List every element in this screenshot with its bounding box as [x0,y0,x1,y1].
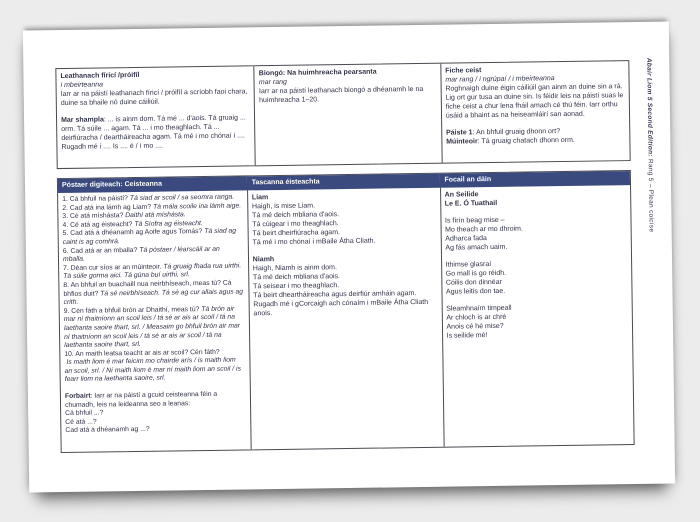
listening-line: Tá mé deich mbliana d'aois. [252,211,340,220]
cell-leathanach-firici [56,66,255,168]
speaker-name: Páiste 1 [446,129,473,137]
grouping-note: mar rang [258,78,287,87]
cell-title: Leathanach fíricí /próifíl [60,71,140,81]
answer-text: Tá siad ag caint is ag comhrá. [62,227,237,246]
document-page [23,22,675,493]
poem-line: Is seilide mé! [446,332,488,340]
question-text: 9. Cén fáth a bhfuil brón ar Dhaithí, meas tú? [63,305,200,315]
series-title: Abair Liom 5 Second Edition: [645,57,654,157]
column-header-postaer: Póstaer digiteach: Ceisteanna [58,176,247,193]
grouping-note: mar rang / i ngrúpaí / i mbeirteanna [445,75,555,84]
question-text: 1. Cá bhfuil na páistí? [62,195,128,203]
warmup-activities-table [55,60,630,169]
page-edge-label [645,58,655,258]
main-content-table [57,170,635,453]
listening-line: Tá mé i mo chónaí i mBaile Átha Cliath. [252,237,376,247]
answer-text: Tá brón air mar ní thaitníonn an scoil leis / tá sé ar ais ar scoil / tá na laethanta saoire thart, srl. / Measaim go bhfuil brón air mar ní thaitníonn an scoil leis / tá sé ar ais ar scoil / tá na laethanta saoire thart, srl. [63,305,241,350]
question-text: 6. Cad atá ar an mballa? [62,246,138,255]
poem-stanza [446,258,627,297]
answer-text: Tá gruaig fhada rua uirthi. Tá súile gorma aici. Tá gúna buí uirthi, srl. [63,262,242,281]
example-text: : ... is ainm dom. Tá mé ... d'aois. Tá gruaig ... orm. Tá súile ... agam. Tá ... i mo theaghlach. Tá ... deirfiúracha / deartháireacha agam. Tá mé i mo chónaí i .... Rugadh mé i .... Is .... é / í mo .... [61,114,246,152]
question-text: 8. An bhfuil an buachaill nua neirbhíseach, meas tú? Cá bhfios duit? [63,279,232,298]
question-item [63,279,243,307]
poem-stanza [445,214,626,253]
question-text: 2. Cad atá ina lámh ag Liam? [62,203,152,212]
question-text: 10. An maith leatsa teacht ar ais ar scoil? Cén fáth? [64,348,220,358]
poem-cell [440,185,634,447]
cell-biongo [254,64,442,166]
dialogue-text: : An bhfuil gruaig dhonn ort? [472,128,561,137]
forbairt-label: Forbairt [64,392,91,401]
poem-author: Le E. Ó Tuathail [444,199,498,208]
poem-line: Mo theach ar mo dhroim. [445,225,523,234]
listening-line: Tá cúigear i mo theaghlach. [252,220,339,229]
listening-line: Haigh, Niamh is ainm dom. [252,264,337,273]
listening-line: Rugadh mé i gCorcaigh ach cónaím i mBaile Átha Cliath anois. [253,298,429,318]
poem-line: Ag fás amach uaim. [445,243,508,252]
answer-text: Tá siad ar scoil / sa seomra ranga. [129,193,235,203]
poem-line: Ithimse glasraí [445,261,492,269]
answer-text: Tá póstaer / léarscáil ar an mballa. [62,245,220,264]
question-text: 7. Déan cur síos ar an múinteoir. [63,263,162,272]
speaker-name: Múinteoir [446,138,478,146]
question-item [64,348,244,385]
dialogue-line [446,135,624,146]
cell-title: Fiche ceist [445,67,482,75]
forbairt-text: : Iarr ar na páistí a gcuid ceisteanna féin a chumadh, leis na leideanna seo a leanas: [64,390,218,409]
listening-line: Tá beirt dheirfiúracha agam. [252,229,341,238]
answer-text: Tá sé neirbhíseach. Tá sé ag cur allais agus ag crith. [63,288,244,307]
cell-instructions: Iarr ar na páistí leathanach fíricí / próifíl a scríobh faoi chara, duine sa bhaile nó duine cáiliúil. [60,88,248,108]
side-label-subtitle: Rang 5 – Plean coicíse [646,156,655,233]
answer-text: Tá Síofra ag éisteacht. [134,219,203,228]
listening-line: Tá seisear i mo theaghlach. [253,282,340,291]
cell-fiche-ceist [440,61,630,163]
example-paragraph [61,113,250,152]
speaker-heading: Liam [251,194,269,202]
listening-cell [247,188,443,450]
poem-line: Sleamhnaím timpeall [446,304,512,313]
poem-stanza [446,302,627,341]
example-label: Mar shampla [61,116,104,125]
cell-instructions: Roghnaigh duine éigin cáiliúil gan ainm an duine sin a rá. Lig ort gur tusa an duine sin. Is féidir leis na páistí suas le fiche ceist a chur lena fháil amach cé thú féin. Iarr orthu úsáid a bhaint as na heiseamláirí san aonad. [445,83,624,120]
poem-line: Cóilis don dinnéar [445,278,502,287]
question-text: 4. Cé atá ag éisteacht? [62,220,133,229]
question-text: 3. Cé atá míshásta? [62,212,124,221]
poem-line: Anois cé hé mise? [446,322,504,331]
answer-text: Daithí atá míshásta. [125,211,186,220]
poem-line: Agus leitis don tae. [445,287,506,296]
column-header-focail: Focail an dáin [439,171,630,188]
prompt-line: Cé atá ...? [65,418,97,426]
question-text: 5. Cad atá á dhéanamh ag Aoife agus Tomás? [62,228,203,238]
poem-line: Is fírín beag mise – [444,216,505,225]
listening-line: Haigh, is mise Liam. [251,202,316,211]
poem-line: Adharca fada [445,235,487,243]
question-item [64,305,244,350]
poem-line: Go mall is go réidh. [445,269,507,278]
column-header-tascanna: Tascanna éisteachta [247,174,440,191]
poem-title: An Seilide [444,191,479,199]
listening-line: Tá beirt dheartháireacha agus deirfiúr amháin agam. [253,290,417,300]
prompt-line: Cad atá á dhéanamh ag ...? [65,426,150,435]
cell-instructions: Iarr ar na páistí leathanach biongó a dhéanamh le na huimhreacha 1–20. [258,85,424,105]
cell-title: Biongó: Na huimhreacha pearsanta [258,68,377,78]
prompt-line: Cá bhfuil ...? [65,409,104,418]
dialogue-text: : Tá gruaig chatach dhonn orm. [477,136,575,146]
speaker-heading: Niamh [252,256,275,264]
poem-line: Ar chloch is ar chré [446,313,507,322]
listening-line: Tá mé deich mbliana d'aois. [252,273,341,282]
answer-text: Tá mála scoile ina lámh aige. [153,202,242,211]
answer-text: Is maith liom é mar feicim mo chairde arís / is maith liom an scoil, srl. / Ní maith liom é mar ní maith liom an scoil / is fearr liom na laethanta saoire, srl. [64,356,241,384]
grouping-note: i mbeirteanna [60,81,104,90]
questions-cell [58,190,250,452]
